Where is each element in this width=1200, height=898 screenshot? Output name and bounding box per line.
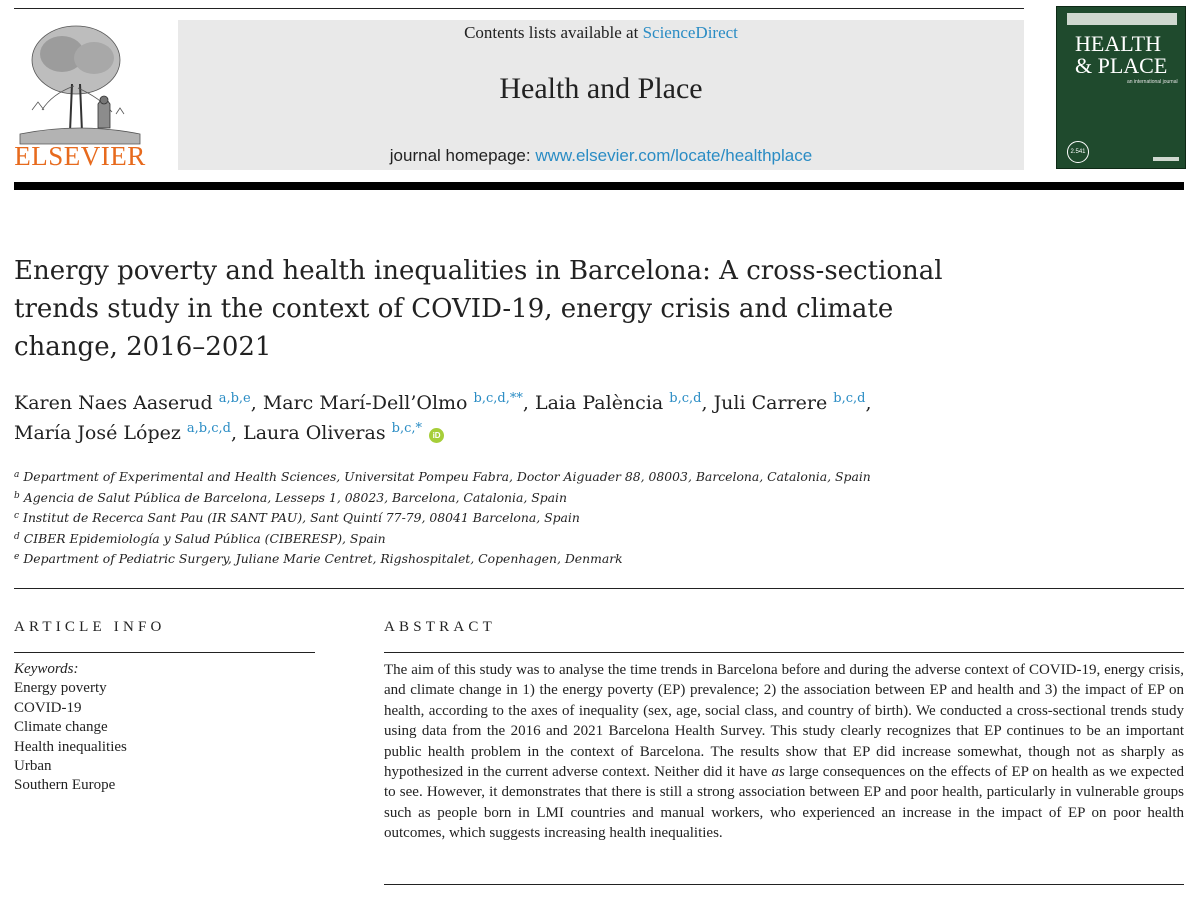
abstract-bottom-rule — [384, 884, 1184, 885]
author-separator: , — [231, 422, 244, 444]
affiliation-text: Institut de Recerca Sant Pau (IR SANT PAU), Sant Quintí 77-79, 08041 Barcelona, Spain — [23, 510, 580, 526]
cover-subtitle: an international journal — [1127, 79, 1178, 85]
author-separator: , — [522, 392, 535, 414]
keyword-item: COVID-19 — [14, 699, 82, 716]
keyword-item: Climate change — [14, 719, 108, 736]
affiliation-letter: a — [14, 470, 20, 480]
publisher-name: ELSEVIER — [14, 141, 146, 171]
keywords-label: Keywords: — [14, 661, 79, 677]
affiliation-letter: e — [14, 552, 20, 563]
author[interactable] — [243, 422, 422, 444]
author-separator: , — [250, 392, 263, 414]
journal-homepage-link[interactable]: www.elsevier.com/locate/healthplace — [535, 146, 813, 165]
cover-title-line1: HEALTH — [1075, 31, 1161, 56]
affiliation-item — [14, 466, 1114, 487]
author-name[interactable]: María José López — [14, 422, 181, 444]
author-affiliation-marks[interactable]: a,b,c,d — [186, 421, 231, 436]
author[interactable] — [14, 392, 251, 414]
keyword-item: Urban — [14, 758, 52, 775]
sciencedirect-link[interactable]: ScienceDirect — [642, 23, 738, 42]
journal-cover[interactable] — [1056, 6, 1186, 169]
affiliation-text: Agencia de Salut Pública de Barcelona, Lesseps 1, 08023, Barcelona, Catalonia, Spain — [23, 489, 567, 505]
header-thick-rule — [14, 182, 1184, 190]
author[interactable] — [263, 392, 523, 414]
affiliation-item — [14, 487, 1114, 508]
affiliation-item — [14, 528, 1114, 549]
keyword-item: Energy poverty — [14, 680, 107, 697]
author[interactable] — [14, 422, 231, 444]
abstract-emphasis: as — [771, 764, 785, 781]
author-name[interactable]: Juli Carrere — [713, 392, 828, 414]
contents-prefix: Contents lists available at — [464, 23, 643, 42]
article-info-rule — [14, 652, 315, 653]
affiliation-text: Department of Experimental and Health Sciences, Universitat Pompeu Fabra, Doctor Aiguader 88, 08003, Barcelona, Catalonia, Spain — [23, 469, 871, 484]
cover-title — [1075, 33, 1185, 77]
author-affiliation-marks[interactable]: b,c,* — [391, 421, 423, 436]
cover-bottom-bar — [1153, 157, 1179, 161]
article-info-heading: ARTICLE INFO — [14, 619, 166, 635]
author-affiliation-marks[interactable]: b,c,d — [669, 391, 702, 406]
author-separator: , — [701, 392, 714, 414]
author[interactable] — [535, 392, 702, 414]
author[interactable] — [714, 392, 866, 414]
homepage-line — [178, 146, 1024, 166]
keyword-item: Health inequalities — [14, 738, 127, 755]
keywords-block — [14, 660, 314, 796]
abstract-heading: ABSTRACT — [384, 619, 496, 635]
article-title: Energy poverty and health inequalities in Barcelona: A cross-sectional trends study in the context of COVID-19, energy crisis and climate change, 2016–2021 — [14, 256, 943, 362]
cover-impact-badge: 2.541 — [1067, 141, 1089, 163]
cover-top-bar — [1067, 13, 1177, 25]
affiliation-list — [14, 466, 1114, 569]
abstract-text-part2: large consequences on the effects of EP on health as we expected to see. However, it demonstrates that there is still a strong association between EP and poor health, particularly in vulnerable groups such as people born in LMI countries and manual workers, who experienced an increase in the impact of EP on poor health outcomes, which suggests increasing health inequalities. — [384, 764, 1184, 842]
affiliation-text: CIBER Epidemiología y Salud Pública (CIBERESP), Spain — [23, 530, 386, 546]
homepage-prefix: journal homepage: — [389, 146, 536, 165]
abstract-text — [384, 660, 1184, 844]
author-name[interactable]: Marc Marí-Dell’Olmo — [262, 392, 468, 414]
author-affiliation-marks[interactable]: b,c,d,** — [473, 391, 523, 406]
affiliation-letter: b — [14, 490, 20, 501]
contents-line — [178, 23, 1024, 43]
author-affiliation-marks[interactable]: a,b,e — [218, 391, 251, 406]
header-top-rule — [14, 8, 1024, 9]
affiliation-item — [14, 507, 1114, 528]
affiliation-item — [14, 548, 1114, 569]
elsevier-tree-logo-image — [12, 14, 148, 150]
author-list — [14, 388, 1014, 448]
author-name[interactable]: Karen Naes Aaserud — [14, 392, 213, 414]
abstract-text-part1: The aim of this study was to analyse the time trends in Barcelona before and during the adverse context of COVID-19, energy crisis, and climate change in 1) the energy poverty (EP) prevalence; 2) the association between EP and health and 3) the impact of EP on health, according to the axes of inequality (sex, age, social class, and country of birth). We conducted a cross-sectional trends study using data from the 2016 and 2021 Barcelona Health Survey. This study clearly recognizes that EP continues to be an important public health problem in the context of Barcelona. The results show that EP did increase somewhat, though not as sharply as hypothesized in the current adverse context. Neither did it have — [384, 662, 1184, 781]
keywords-list — [14, 679, 314, 795]
cover-title-line2: & PLACE — [1075, 53, 1168, 78]
affiliation-letter: d — [14, 531, 20, 542]
author-name[interactable]: Laura Oliveras — [243, 422, 386, 444]
author-affiliation-marks[interactable]: b,c,d — [833, 391, 866, 406]
publisher-logo[interactable] — [12, 14, 148, 170]
abstract-rule — [384, 652, 1184, 653]
keyword-item: Southern Europe — [14, 777, 116, 794]
orcid-icon[interactable]: iD — [429, 428, 444, 443]
author-name[interactable]: Laia Palència — [534, 392, 664, 414]
journal-title[interactable]: Health and Place — [499, 72, 703, 105]
author-separator: , — [865, 392, 872, 414]
affiliation-text: Department of Pediatric Surgery, Juliane Marie Centret, Rigshospitalet, Copenhagen, Denmark — [23, 551, 623, 567]
section-divider — [14, 588, 1184, 589]
affiliation-letter: c — [14, 511, 20, 522]
journal-banner — [178, 20, 1024, 170]
